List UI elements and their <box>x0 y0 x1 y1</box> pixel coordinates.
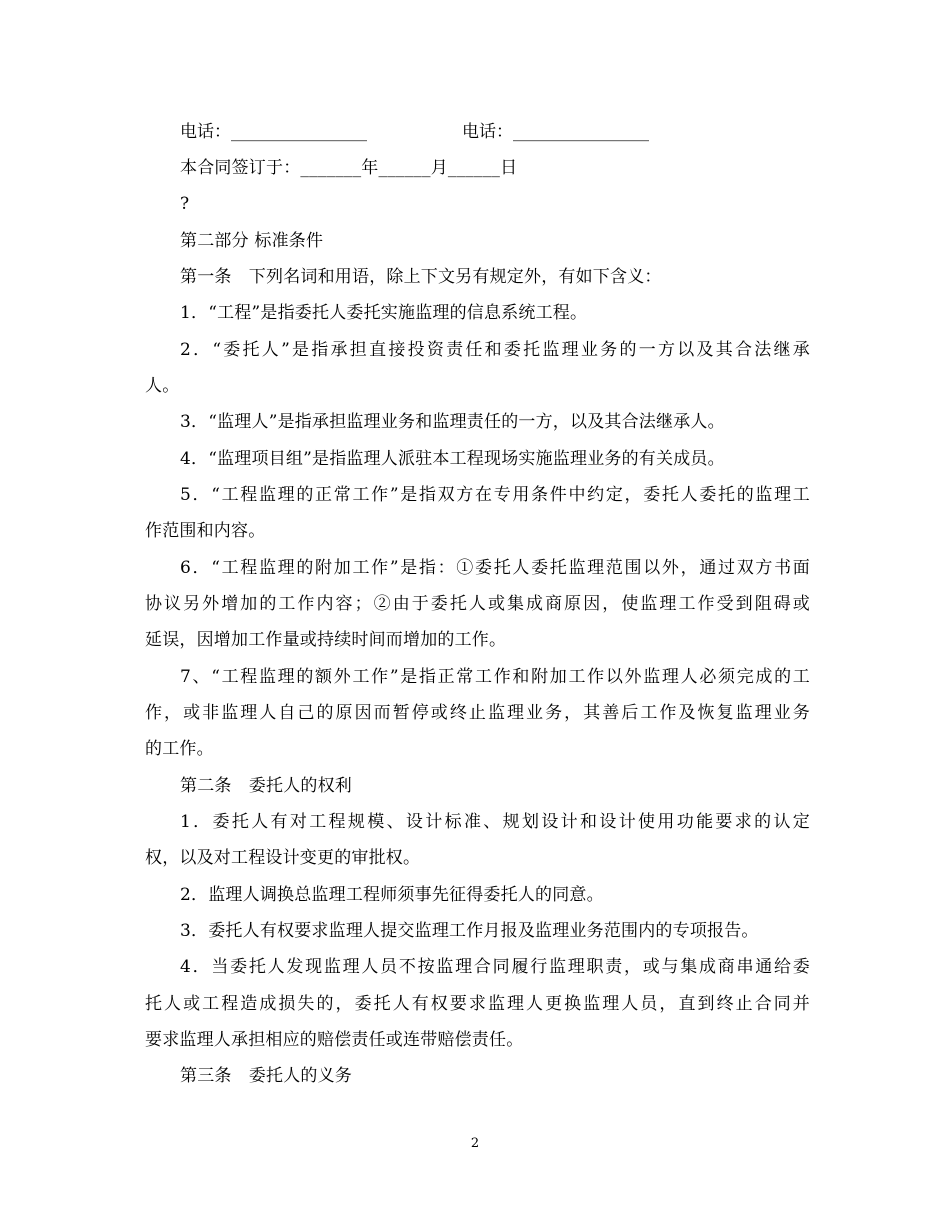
article-1-item-1-line-1: 1．“工程”是指委托人委托实施监理的信息系统工程。 <box>180 303 588 323</box>
page-number: 2 <box>470 1136 480 1151</box>
article-1-item-6-line-1: 6．“工程监理的附加工作”是指：①委托人委托监理范围以外，通过双方书面 <box>180 558 810 578</box>
stray-question-mark: ? <box>180 194 190 214</box>
article-2-item-2-line-1: 2．监理人调换总监理工程师须事先征得委托人的同意。 <box>180 885 604 905</box>
article-1-item-6-line-2: 协议另外增加的工作内容；②由于委托人或集成商原因，使监理工作受到阻碍或 <box>145 594 810 614</box>
article-1-item-2-line-2: 人。 <box>145 376 180 396</box>
article-2-item-1-line-2: 权，以及对工程设计变更的审批权。 <box>145 848 421 868</box>
article-1-item-5-line-2: 作范围和内容。 <box>145 521 266 541</box>
article-1-item-7-line-2: 作，或非监理人自己的原因而暂停或终止监理业务，其善后工作及恢复监理业务 <box>145 703 810 723</box>
article-1-item-7-line-1: 7、“工程监理的额外工作”是指正常工作和附加工作以外监理人必须完成的工 <box>180 667 810 687</box>
article-3-heading: 第三条 委托人的义务 <box>180 1066 352 1086</box>
article-2-item-4-line-2: 托人或工程造成损失的，委托人有权要求监理人更换监理人员，直到终止合同并 <box>145 994 810 1014</box>
article-1-item-7-line-3: 的工作。 <box>145 739 214 759</box>
article-1-item-2-line-1: 2．“委托人”是指承担直接投资责任和委托监理业务的一方以及其合法继承 <box>180 340 810 360</box>
article-2-item-1-line-1: 1．委托人有对工程规模、设计标准、规划设计和设计使用功能要求的认定 <box>180 812 810 832</box>
signing-date-line: 本合同签订于：_______年______月______日 <box>180 158 518 178</box>
article-2-item-4-line-1: 4．当委托人发现监理人员不按监理合同履行监理职责，或与集成商串通给委 <box>180 957 810 977</box>
article-1-heading: 第一条 下列名词和用语，除上下文另有规定外，有如下含义： <box>180 267 662 287</box>
party-b-phone: 电话：________________ <box>462 122 649 142</box>
article-2-item-3-line-1: 3．委托人有权要求监理人提交监理工作月报及监理业务范围内的专项报告。 <box>180 921 759 941</box>
article-2-item-4-line-3: 要求监理人承担相应的赔偿责任或连带赔偿责任。 <box>145 1030 524 1050</box>
article-1-item-6-line-3: 延误，因增加工作量或持续时间而增加的工作。 <box>145 630 507 650</box>
party-a-phone: 电话：________________ <box>180 122 367 142</box>
part-title: 第二部分 标准条件 <box>180 231 324 251</box>
article-1-item-5-line-1: 5．“工程监理的正常工作”是指双方在专用条件中约定，委托人委托的监理工 <box>180 485 810 505</box>
article-1-item-3-line-1: 3．“监理人”是指承担监理业务和监理责任的一方，以及其合法继承人。 <box>180 412 725 432</box>
article-2-heading: 第二条 委托人的权利 <box>180 776 352 796</box>
article-1-item-4-line-1: 4．“监理项目组”是指监理人派驻本工程现场实施监理业务的有关成员。 <box>180 449 725 469</box>
